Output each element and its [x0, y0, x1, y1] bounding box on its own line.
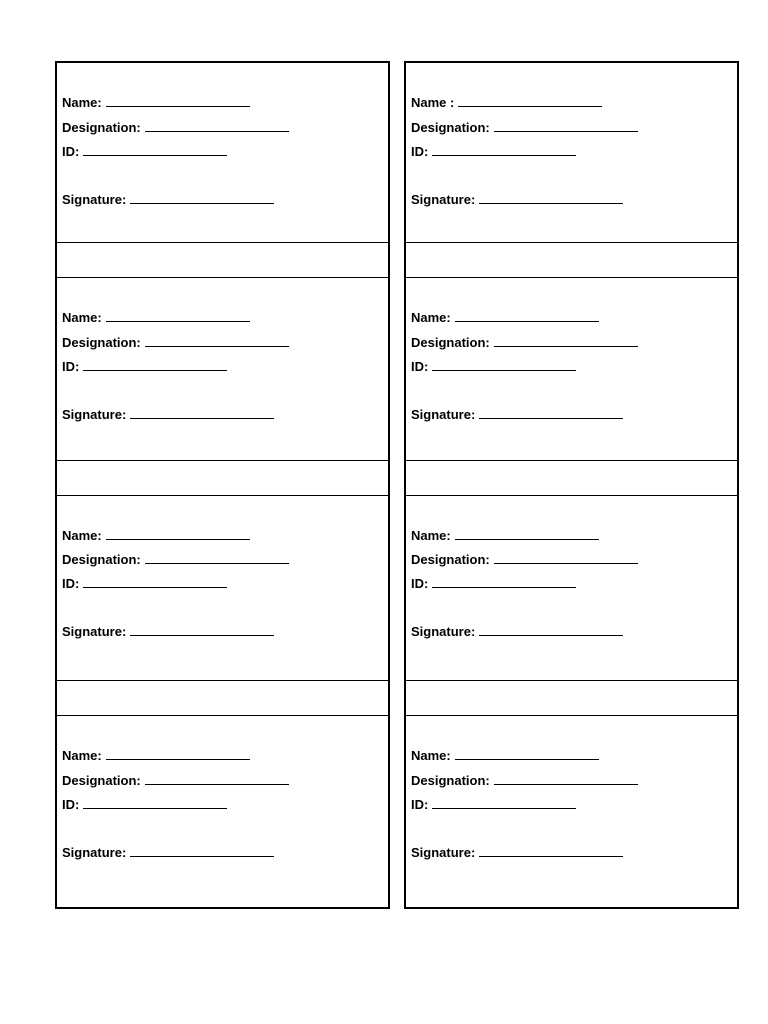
designation-field[interactable]: Designation:	[62, 119, 289, 136]
signature-field[interactable]: Signature:	[411, 406, 623, 423]
id-line[interactable]	[83, 796, 227, 809]
name-line[interactable]	[455, 527, 599, 540]
signature-line[interactable]	[479, 844, 623, 857]
id-line[interactable]	[83, 143, 227, 156]
signature-line[interactable]	[130, 844, 274, 857]
id-line[interactable]	[432, 358, 576, 371]
card-separator	[57, 242, 388, 278]
name-line[interactable]	[106, 94, 250, 107]
name-field[interactable]: Name:	[411, 527, 599, 544]
card-separator	[57, 460, 388, 496]
designation-line[interactable]	[494, 334, 638, 347]
name-field[interactable]: Name:	[62, 747, 250, 764]
designation-field[interactable]: Designation:	[411, 772, 638, 789]
signature-field[interactable]: Signature:	[62, 844, 274, 861]
designation-line[interactable]	[145, 119, 289, 132]
left-card-column	[55, 61, 390, 909]
id-line[interactable]	[432, 575, 576, 588]
id-field[interactable]: ID:	[62, 358, 227, 375]
designation-field[interactable]: Designation:	[411, 334, 638, 351]
name-field[interactable]: Name:	[411, 309, 599, 326]
id-line[interactable]	[432, 796, 576, 809]
designation-line[interactable]	[494, 551, 638, 564]
signature-line[interactable]	[479, 623, 623, 636]
id-line[interactable]	[83, 358, 227, 371]
card-separator	[406, 242, 737, 278]
designation-field[interactable]: Designation:	[62, 334, 289, 351]
signature-field[interactable]: Signature:	[411, 623, 623, 640]
signature-line[interactable]	[130, 623, 274, 636]
signature-field[interactable]: Signature:	[62, 191, 274, 208]
signature-line[interactable]	[479, 406, 623, 419]
id-field[interactable]: ID:	[411, 143, 576, 160]
name-line[interactable]	[455, 309, 599, 322]
name-line[interactable]	[106, 527, 250, 540]
id-field[interactable]: ID:	[411, 796, 576, 813]
designation-field[interactable]: Designation:	[62, 551, 289, 568]
name-line[interactable]	[106, 747, 250, 760]
name-field[interactable]: Name:	[62, 94, 250, 111]
card-separator	[406, 460, 737, 496]
id-line[interactable]	[83, 575, 227, 588]
designation-field[interactable]: Designation:	[411, 551, 638, 568]
name-line[interactable]	[458, 94, 602, 107]
name-field[interactable]: Name:	[62, 309, 250, 326]
signature-line[interactable]	[130, 191, 274, 204]
signature-field[interactable]: Signature:	[411, 191, 623, 208]
name-line[interactable]	[455, 747, 599, 760]
designation-line[interactable]	[145, 551, 289, 564]
signature-field[interactable]: Signature:	[411, 844, 623, 861]
name-field[interactable]: Name:	[62, 527, 250, 544]
designation-line[interactable]	[145, 772, 289, 785]
id-field[interactable]: ID:	[411, 575, 576, 592]
signature-line[interactable]	[130, 406, 274, 419]
id-field[interactable]: ID:	[62, 796, 227, 813]
id-field[interactable]: ID:	[62, 143, 227, 160]
designation-line[interactable]	[494, 772, 638, 785]
designation-field[interactable]: Designation:	[411, 119, 638, 136]
id-field[interactable]: ID:	[62, 575, 227, 592]
designation-field[interactable]: Designation:	[62, 772, 289, 789]
signature-field[interactable]: Signature:	[62, 623, 274, 640]
right-card-column	[404, 61, 739, 909]
card-separator	[406, 680, 737, 716]
name-line[interactable]	[106, 309, 250, 322]
id-field[interactable]: ID:	[411, 358, 576, 375]
name-field[interactable]: Name :	[411, 94, 602, 111]
name-field[interactable]: Name:	[411, 747, 599, 764]
id-line[interactable]	[432, 143, 576, 156]
signature-line[interactable]	[479, 191, 623, 204]
designation-line[interactable]	[145, 334, 289, 347]
designation-line[interactable]	[494, 119, 638, 132]
card-separator	[57, 680, 388, 716]
signature-field[interactable]: Signature:	[62, 406, 274, 423]
